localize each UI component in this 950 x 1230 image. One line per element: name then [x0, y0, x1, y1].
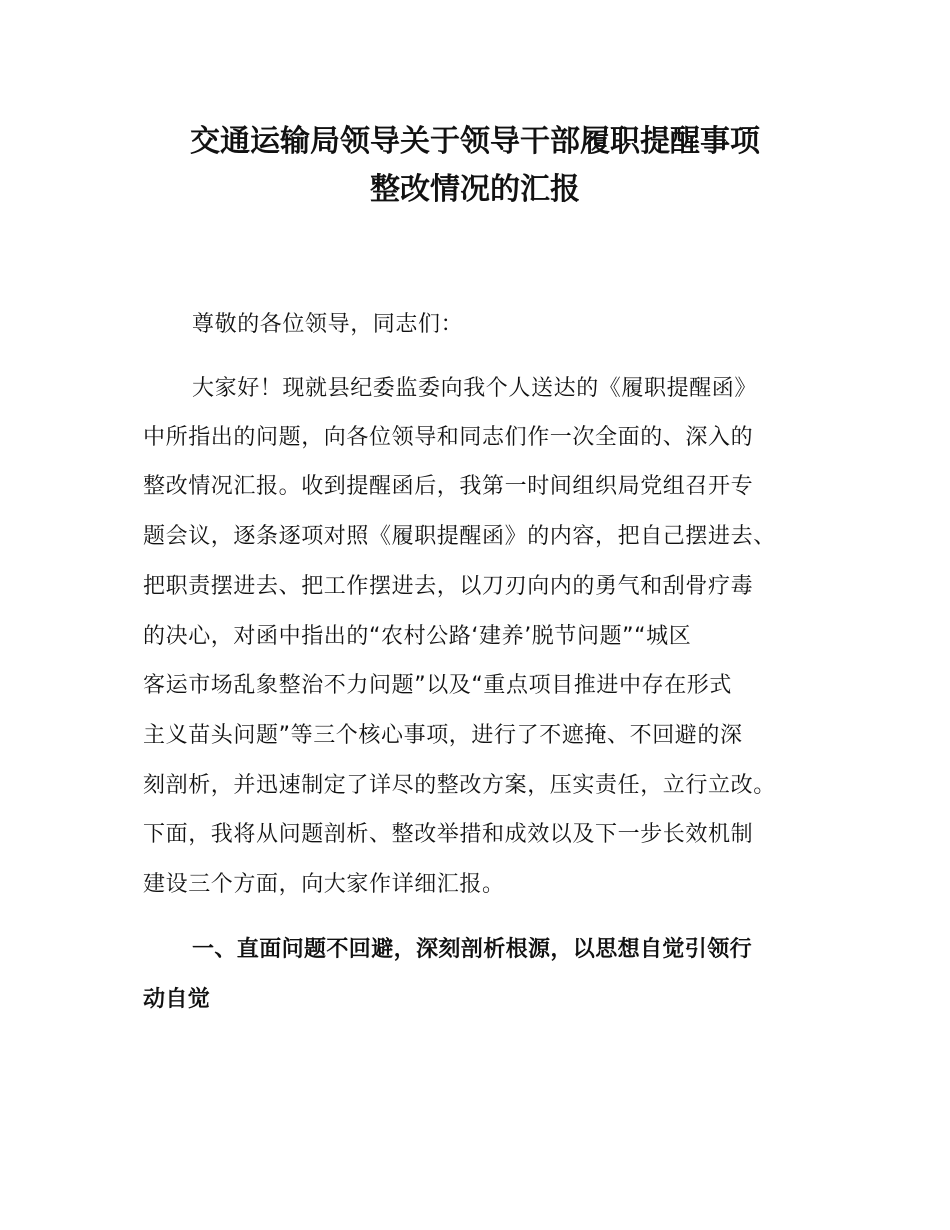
paragraph-1-line-1: 大家好！现就县纪委监委向我个人送达的《履职提醒函》: [192, 376, 758, 401]
paragraph-1-line-10: 下面，我将从问题剖析、整改举措和成效以及下一步长效机制: [143, 822, 754, 847]
salutation: 尊敬的各位领导，同志们：: [192, 312, 464, 337]
paragraph-1-line-4: 题会议，逐条逐项对照《履职提醒函》的内容，把自己摆进去、: [143, 524, 776, 549]
paragraph-1-line-7: 客运市场乱象整治不力问题”以及“重点项目推进中存在形式: [143, 673, 732, 698]
paragraph-1-line-11: 建设三个方面，向大家作详细汇报。: [143, 872, 505, 897]
paragraph-1-line-2: 中所指出的问题，向各位领导和同志们作一次全面的、深入的: [143, 425, 754, 450]
document-title-line-1: 交通运输局领导关于领导干部履职提醒事项: [190, 124, 760, 159]
paragraph-1-line-9: 刻剖析，并迅速制定了详尽的整改方案，压实责任，立行立改。: [143, 773, 776, 798]
paragraph-1-line-3: 整改情况汇报。收到提醒函后，我第一时间组织局党组召开专: [143, 474, 754, 499]
paragraph-1-line-6: 的决心，对函中指出的“农村公路‘建养’脱节问题”“城区: [143, 624, 692, 649]
section-1-heading-line-2: 动自觉: [143, 987, 211, 1012]
document-title-line-2: 整改情况的汇报: [370, 172, 580, 207]
paragraph-1-line-5: 把职责摆进去、把工作摆进去，以刀刃向内的勇气和刮骨疗毒: [143, 574, 754, 599]
section-1-heading-line-1: 一、直面问题不回避，深刻剖析根源，以思想自觉引领行: [192, 937, 753, 962]
paragraph-1-line-8: 主义苗头问题”等三个核心事项，进行了不遮掩、不回避的深: [143, 723, 743, 748]
